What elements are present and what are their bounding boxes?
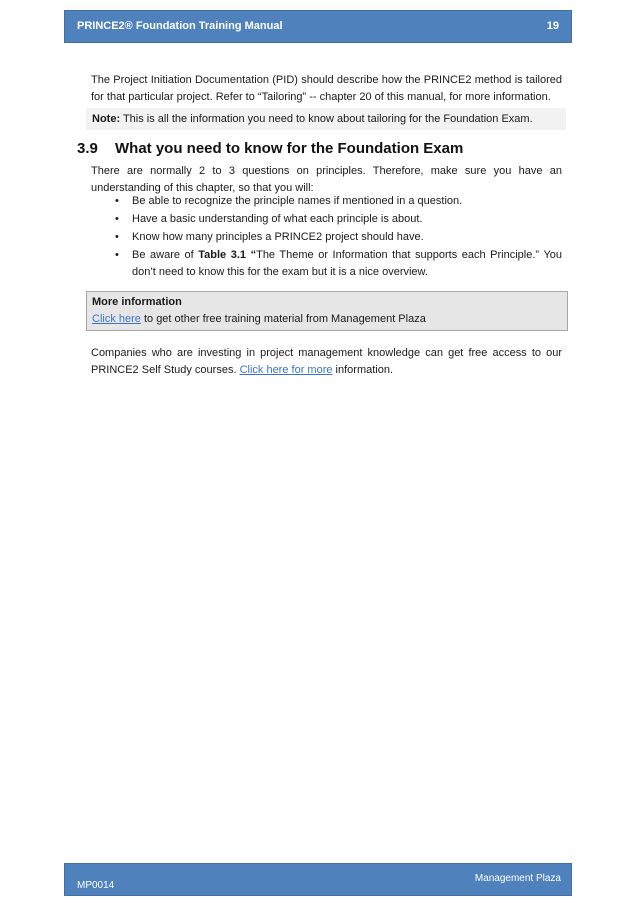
bullet-icon: • — [115, 195, 119, 207]
more-information-title: More information — [92, 296, 182, 308]
bullet-list — [91, 193, 562, 282]
more-information-box — [86, 291, 568, 331]
bullet-icon: • — [115, 231, 119, 243]
table-reference: Table 3.1 “ — [198, 249, 257, 261]
page-header — [64, 10, 572, 43]
note-box — [86, 108, 566, 130]
list-item: • Be able to recognize the principle names if mentioned in a question. — [91, 193, 562, 210]
page-number: 19 — [546, 20, 559, 32]
note-label: Note: — [92, 113, 121, 125]
page-footer — [64, 863, 572, 896]
section-number: 3.9 — [77, 140, 98, 157]
click-here-for-more-link[interactable]: Click here for more — [239, 364, 333, 376]
section-intro: There are normally 2 to 3 questions on principles. Therefore, make sure you have an understanding of this chapter, so that you will: — [91, 165, 562, 194]
section-heading — [77, 140, 463, 157]
bullet-icon: • — [115, 213, 119, 225]
closing-paragraph: Companies who are investing in project management knowledge can get free access to our PRINCE2 Self Study courses. Click here for more information. — [91, 347, 562, 376]
section-title: What you need to know for the Foundation Exam — [115, 140, 464, 157]
pid-paragraph: The Project Initiation Documentation (PID) should describe how the PRINCE2 method is tailored for that particular project. Refer to “Tailoring” -- chapter 20 of this manual, for more information. — [91, 74, 562, 103]
list-item: • Be aware of Table 3.1 “The Theme or Information that supports each Principle.” You don’t need to know this for the exam but it is a nice overview. — [115, 249, 562, 278]
click-here-link[interactable]: Click here — [92, 313, 141, 325]
publisher-name: Management Plaza — [474, 873, 561, 884]
list-item: • Have a basic understanding of what each principle is about. — [91, 211, 562, 228]
bullet-icon: • — [115, 249, 119, 261]
more-information-line: Click here to get other free training material from Management Plaza — [92, 313, 426, 325]
document-code: MP0014 — [77, 880, 115, 891]
manual-title: PRINCE2® Foundation Training Manual — [77, 20, 283, 32]
note-text: This is all the information you need to know about tailoring for the Foundation Exam. — [120, 113, 533, 125]
list-item: • Know how many principles a PRINCE2 project should have. — [91, 229, 562, 246]
